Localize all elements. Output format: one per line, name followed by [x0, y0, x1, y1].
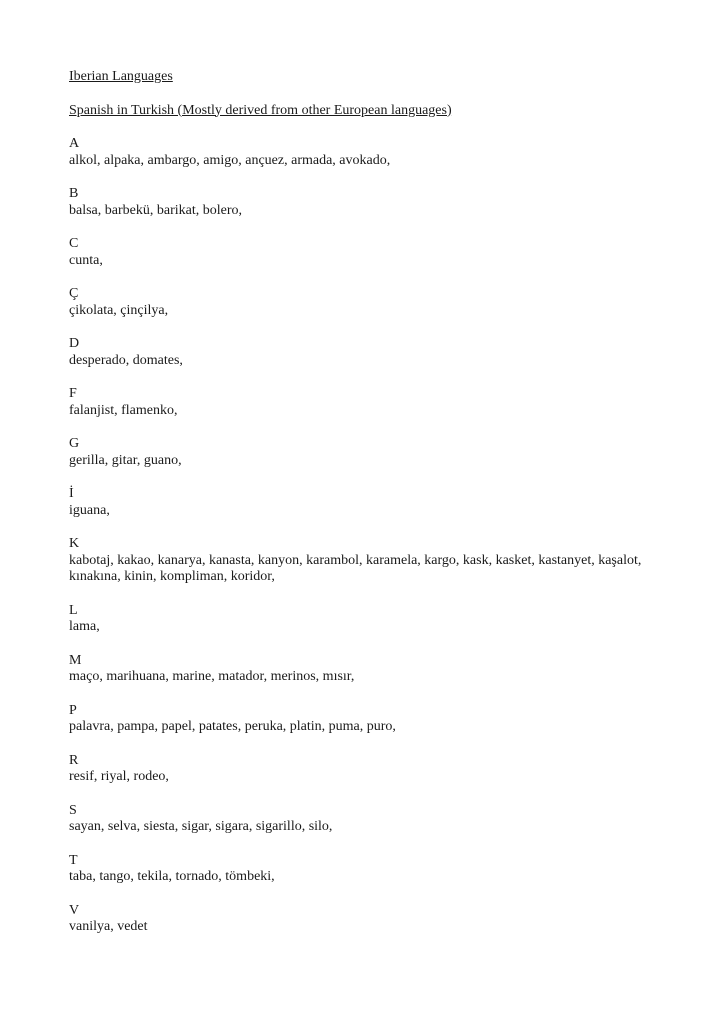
- section-a: [69, 136, 689, 169]
- section-words: vanilya, vedet: [69, 919, 148, 934]
- section-words: balsa, barbekü, barikat, bolero,: [69, 202, 242, 218]
- section-c-cedilla: [69, 286, 689, 319]
- section-words: sayan, selva, siesta, sigar, sigara, sigarillo, silo,: [69, 819, 333, 834]
- section-letter: V: [69, 902, 80, 918]
- section-l: [69, 603, 689, 636]
- section-letter: L: [69, 602, 78, 618]
- section-letter: G: [69, 436, 80, 451]
- section-k: [69, 536, 689, 586]
- section-words: iguana,: [69, 502, 110, 518]
- section-words: lama,: [69, 619, 100, 634]
- section-words: resif, riyal, rodeo,: [69, 769, 169, 784]
- section-letter: İ: [69, 486, 74, 501]
- section-letter: Ç: [69, 286, 79, 301]
- section-words: desperado, domates,: [69, 352, 183, 368]
- section-r: [69, 753, 689, 786]
- section-letter: R: [69, 752, 79, 768]
- section-words: taba, tango, tekila, tornado, tömbeki,: [69, 869, 275, 884]
- section-letter: P: [69, 702, 77, 718]
- section-words: çikolata, çinçilya,: [69, 302, 169, 318]
- section-words: falanjist, flamenko,: [69, 402, 178, 418]
- document-subtitle: Spanish in Turkish (Mostly derived from other European languages): [69, 102, 452, 118]
- section-letter: M: [69, 652, 82, 668]
- section-s: [69, 803, 689, 836]
- section-words: alkol, alpaka, ambargo, amigo, ançuez, armada, avokado,: [69, 152, 391, 168]
- section-c: [69, 236, 689, 269]
- section-letter: C: [69, 236, 79, 251]
- section-words: palavra, pampa, papel, patates, peruka, platin, puma, puro,: [69, 719, 396, 734]
- section-letter: K: [69, 536, 80, 551]
- section-d: [69, 336, 689, 369]
- section-words: kabotaj, kakao, kanarya, kanasta, kanyon, karambol, karamela, kargo, kask, kasket, kastanyet, kaşalot, kınakına, kinin, kompliman, koridor,: [69, 552, 642, 584]
- document-title: Iberian Languages: [69, 69, 173, 84]
- section-words: gerilla, gitar, guano,: [69, 452, 182, 468]
- section-words: maço, marihuana, marine, matador, merinos, mısır,: [69, 669, 355, 684]
- document-page: [69, 69, 689, 953]
- section-v: [69, 903, 689, 936]
- section-m: [69, 653, 689, 686]
- section-g: [69, 436, 689, 469]
- section-p: [69, 703, 689, 736]
- section-letter: S: [69, 802, 77, 818]
- section-letter: T: [69, 852, 78, 868]
- section-letter: A: [69, 136, 80, 151]
- section-words: cunta,: [69, 252, 103, 268]
- section-i-dotted: [69, 486, 689, 519]
- section-letter: D: [69, 336, 80, 351]
- section-f: [69, 386, 689, 419]
- section-letter: B: [69, 186, 79, 201]
- section-letter: F: [69, 386, 77, 401]
- section-t: [69, 853, 689, 886]
- section-b: [69, 186, 689, 219]
